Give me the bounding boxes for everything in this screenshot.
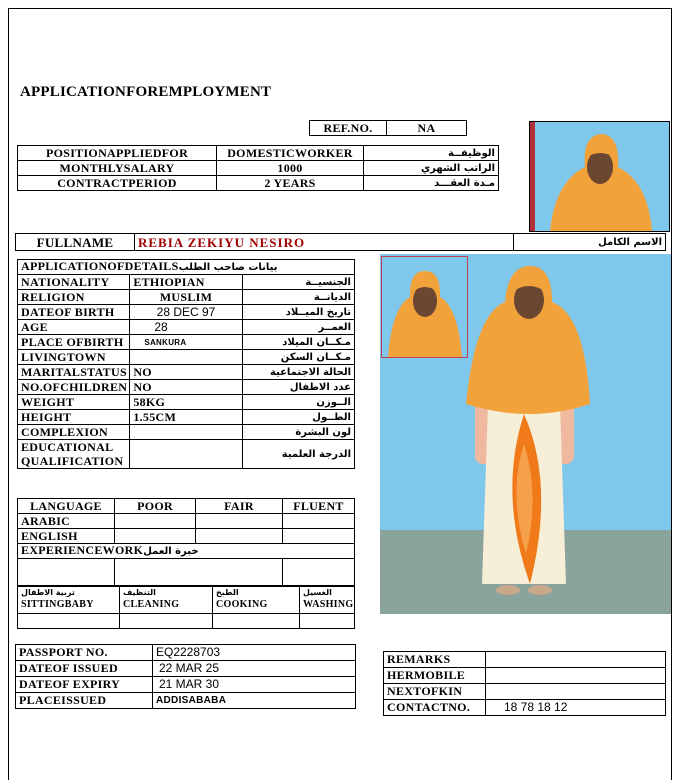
ref-value: NA bbox=[387, 121, 467, 136]
details-row: DATEOF BIRTH 28 DEC 97 تاريخ الميــلاد bbox=[18, 305, 355, 320]
fullname-label: FULLNAME bbox=[16, 234, 135, 251]
details-row: NO.OFCHILDREN NO عدد الاطفال bbox=[18, 380, 355, 395]
contract-label: CONTRACTPERIOD bbox=[18, 176, 217, 191]
remarks-table bbox=[383, 651, 666, 716]
remarks-row: HERMOBILE bbox=[384, 668, 666, 684]
details-row: PLACE OFBIRTH SANKURA مـكــان الميلاد bbox=[18, 335, 355, 350]
passport-row: PASSPORT NO. EQ2228703 bbox=[16, 645, 356, 661]
salary-label: MONTHLYSALARY bbox=[18, 161, 217, 176]
page-title: APPLICATIONFOREMPLOYMENT bbox=[20, 84, 272, 100]
contract-value: 2 YEARS bbox=[217, 176, 364, 191]
language-table bbox=[17, 498, 355, 586]
remarks-row: NEXTOFKIN bbox=[384, 684, 666, 700]
ref-table bbox=[309, 120, 467, 136]
inset-portrait-figure bbox=[382, 257, 467, 357]
skills-table bbox=[17, 586, 355, 629]
experience-ar: خبرة العمل bbox=[143, 546, 199, 557]
fullname-table bbox=[15, 233, 666, 251]
lang-header-language: LANGUAGE bbox=[18, 499, 115, 514]
details-header-ar: بيانات صاحب الطلب bbox=[178, 262, 278, 273]
salary-ar: الراتب الشهري bbox=[364, 161, 499, 176]
details-row: RELIGION MUSLIM الديانــة bbox=[18, 290, 355, 305]
lang-row-arabic: ARABIC bbox=[18, 514, 355, 529]
skill-cooking: الطبخ COOKING bbox=[213, 587, 300, 614]
details-row: LIVINGTOWN مـكــان السكن bbox=[18, 350, 355, 365]
remarks-row: REMARKS bbox=[384, 652, 666, 668]
passport-row: DATEOF ISSUED 22 MAR 25 bbox=[16, 661, 356, 677]
skill-washing: الغسيل WASHING bbox=[300, 587, 355, 614]
position-value: DOMESTICWORKER bbox=[217, 146, 364, 161]
experience-blank-row bbox=[18, 559, 355, 586]
contract-ar: مـدة العقـــد bbox=[364, 176, 499, 191]
passport-table bbox=[15, 644, 356, 709]
education-label-2: QUALIFICATION bbox=[21, 454, 124, 468]
fullname-ar: الاسم الكامل bbox=[514, 234, 666, 251]
salary-value: 1000 bbox=[217, 161, 364, 176]
details-row: AGE 28 العمــر bbox=[18, 320, 355, 335]
passport-row: PLACEISSUED ADDISABABA bbox=[16, 693, 356, 709]
ref-label: REF.NO. bbox=[310, 121, 387, 136]
details-header: APPLICATIONOFDETAILSبيانات صاحب الطلب bbox=[18, 260, 355, 275]
lang-header-fluent: FLUENT bbox=[283, 499, 355, 514]
details-row: MARITALSTATUS NO الحالة الاجتماعية bbox=[18, 365, 355, 380]
details-row: COMPLEXION لون البشرة bbox=[18, 425, 355, 440]
portrait-photo bbox=[529, 121, 670, 232]
education-row bbox=[18, 440, 355, 469]
details-row: WEIGHT 58KG الــوزن bbox=[18, 395, 355, 410]
skills-blank-row bbox=[18, 614, 355, 629]
details-table bbox=[17, 259, 355, 469]
inset-portrait bbox=[381, 256, 468, 358]
education-value bbox=[130, 440, 242, 469]
full-body-photo bbox=[380, 254, 671, 614]
lang-header-poor: POOR bbox=[115, 499, 196, 514]
education-label-1: EDUCATIONAL bbox=[21, 440, 114, 454]
remarks-row: CONTACTNO. 18 78 18 12 bbox=[384, 700, 666, 716]
passport-row: DATEOF EXPIRY 21 MAR 30 bbox=[16, 677, 356, 693]
position-table bbox=[17, 145, 499, 191]
fullname-value: REBIA ZEKIYU NESIRO bbox=[135, 234, 514, 251]
portrait-figure bbox=[530, 122, 669, 231]
skill-cleaning: التنظيف CLEANING bbox=[120, 587, 213, 614]
experience-header: EXPERIENCEWORKخبرة العمل bbox=[18, 544, 355, 559]
position-label: POSITIONAPPLIEDFOR bbox=[18, 146, 217, 161]
details-row: NATIONALITY ETHIOPIAN الجنسيــة bbox=[18, 275, 355, 290]
skill-sitting-baby: تربية الاطفال SITTINGBABY bbox=[18, 587, 120, 614]
lang-row-english: ENGLISH bbox=[18, 529, 355, 544]
education-ar: الدرجة العلمية bbox=[242, 440, 354, 469]
position-ar: الوظيفــة bbox=[364, 146, 499, 161]
details-row: HEIGHT 1.55CM الطــول bbox=[18, 410, 355, 425]
lang-header-fair: FAIR bbox=[196, 499, 283, 514]
